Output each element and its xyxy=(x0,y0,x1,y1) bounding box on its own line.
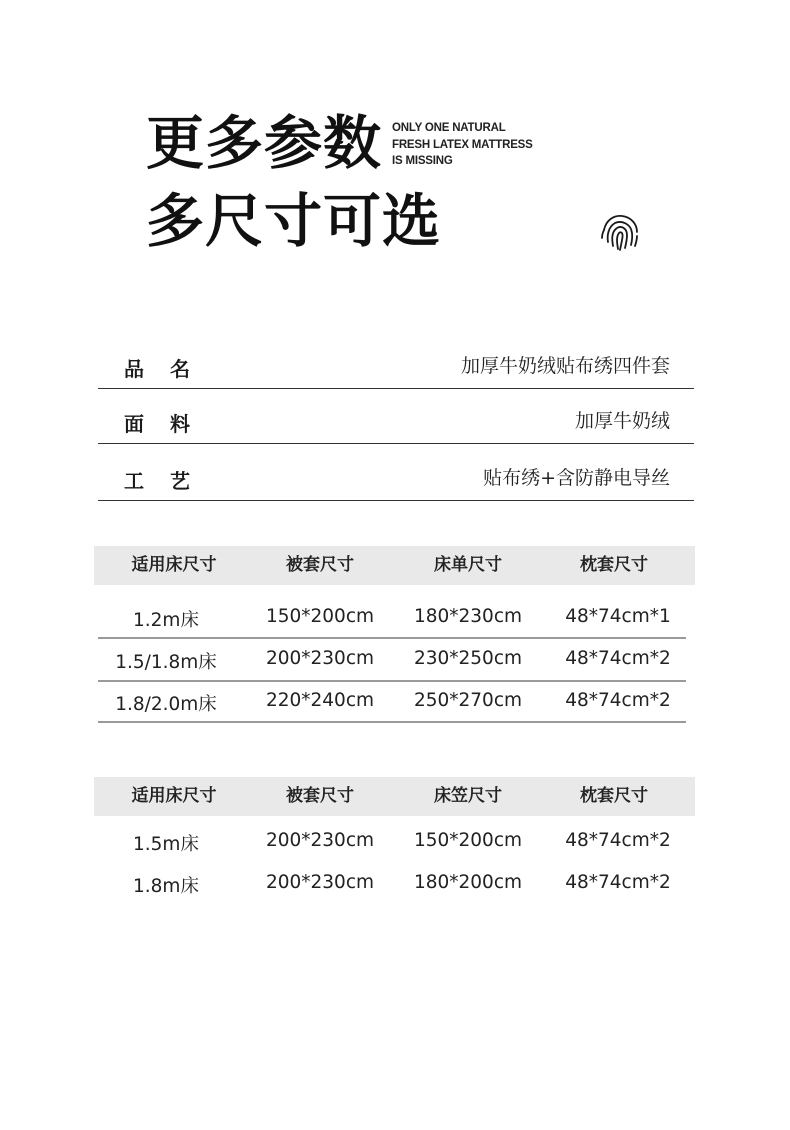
param-row-name xyxy=(98,334,694,389)
column-header: 被套尺寸 xyxy=(286,555,354,575)
bed-size-cell: 1.5m床 xyxy=(133,834,199,855)
duvet-size-cell: 200*230cm xyxy=(265,648,375,669)
column-header: 枕套尺寸 xyxy=(580,555,648,575)
duvet-size-cell: 200*230cm xyxy=(265,872,375,893)
param-value: 贴布绣+含防静电导丝 xyxy=(483,467,670,489)
param-label: 面料 xyxy=(124,412,216,436)
fingerprint-icon xyxy=(598,212,642,252)
sheet-size-cell: 230*250cm xyxy=(413,648,523,669)
fitted-sheet-size-cell: 180*200cm xyxy=(413,872,523,893)
fitted-sheet-size-cell: 150*200cm xyxy=(413,830,523,851)
column-header: 适用床尺寸 xyxy=(131,555,217,575)
row-divider xyxy=(98,680,686,682)
size-table-1-header xyxy=(94,546,695,585)
title-line-1: 更多参数 xyxy=(146,109,383,177)
title-line-2: 多尺寸可选 xyxy=(146,187,442,255)
sheet-size-cell: 180*230cm xyxy=(413,606,523,627)
size-table-2-header xyxy=(94,777,695,816)
column-header: 枕套尺寸 xyxy=(580,786,648,806)
bed-size-cell: 1.5/1.8m床 xyxy=(115,652,217,673)
param-row-fabric xyxy=(98,389,694,444)
param-row-craft xyxy=(98,446,694,501)
tagline-line-2: FRESH LATEX MATTRESS xyxy=(392,138,533,151)
table-row xyxy=(94,606,695,632)
sheet-size-cell: 250*270cm xyxy=(413,690,523,711)
bed-size-cell: 1.2m床 xyxy=(133,610,199,631)
duvet-size-cell: 220*240cm xyxy=(265,690,375,711)
table-row xyxy=(94,872,695,898)
table-row xyxy=(94,648,695,674)
pillowcase-size-cell: 48*74cm*2 xyxy=(565,872,671,893)
column-header: 床单尺寸 xyxy=(434,555,502,575)
table-row xyxy=(94,690,695,716)
bed-size-cell: 1.8/2.0m床 xyxy=(115,694,217,715)
column-header: 适用床尺寸 xyxy=(131,786,217,806)
english-tagline xyxy=(392,120,533,170)
param-value: 加厚牛奶绒 xyxy=(574,410,670,432)
tagline-line-1: ONLY ONE NATURAL xyxy=(392,122,506,134)
pillowcase-size-cell: 48*74cm*1 xyxy=(565,606,671,627)
row-divider xyxy=(98,637,686,639)
param-value: 加厚牛奶绒贴布绣四件套 xyxy=(460,355,670,377)
duvet-size-cell: 200*230cm xyxy=(265,830,375,851)
pillowcase-size-cell: 48*74cm*2 xyxy=(565,690,671,711)
bed-size-cell: 1.8m床 xyxy=(133,876,199,897)
tagline-line-3: IS MISSING xyxy=(392,155,453,167)
pillowcase-size-cell: 48*74cm*2 xyxy=(565,830,671,851)
duvet-size-cell: 150*200cm xyxy=(265,606,375,627)
pillowcase-size-cell: 48*74cm*2 xyxy=(565,648,671,669)
table-row xyxy=(94,830,695,856)
column-header: 床笠尺寸 xyxy=(434,786,502,806)
column-header: 被套尺寸 xyxy=(286,786,354,806)
row-divider xyxy=(98,721,686,723)
param-label: 品名 xyxy=(124,357,216,381)
param-label: 工艺 xyxy=(124,469,216,493)
